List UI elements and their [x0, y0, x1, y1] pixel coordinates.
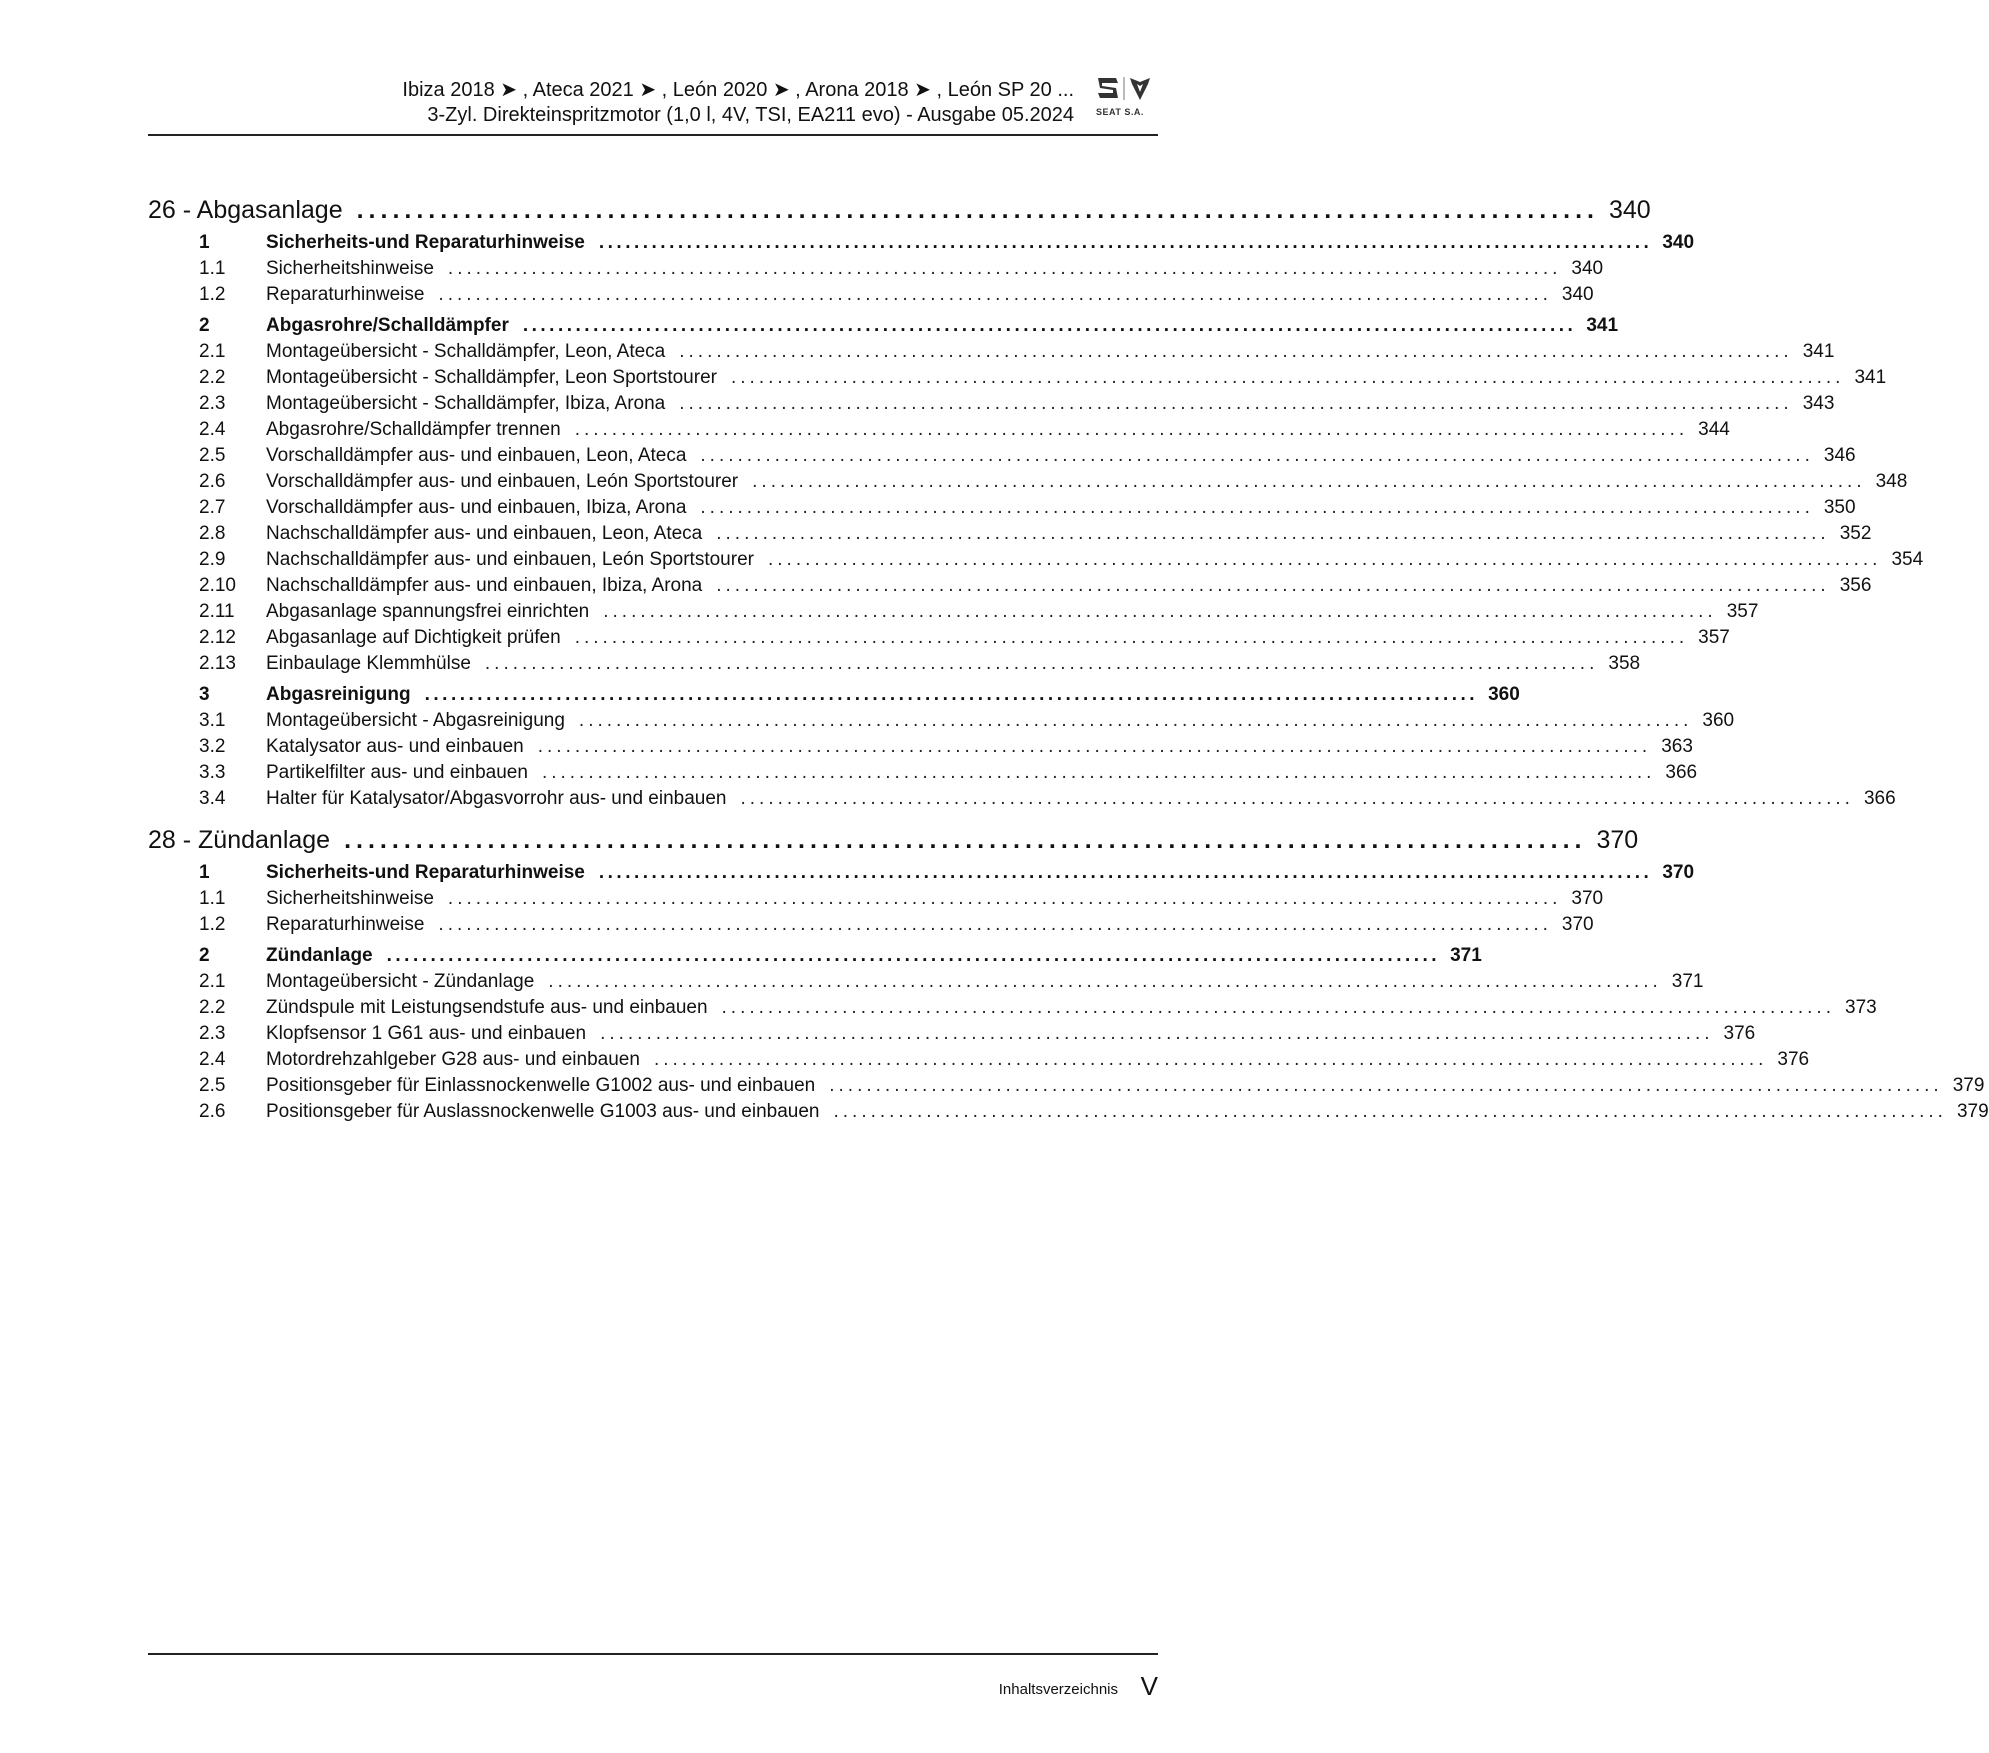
logo-text: SEAT S.A.	[1096, 107, 1144, 117]
toc-number: 2.4	[199, 419, 226, 440]
toc-number: 2.3	[199, 1023, 226, 1044]
toc-number: 2.1	[199, 341, 226, 362]
toc-number: 2.2	[199, 997, 226, 1018]
toc-title: Positionsgeber für Auslassnockenwelle G1003 aus- und einbauen	[266, 1101, 820, 1122]
toc-number: 2.1	[199, 971, 226, 992]
toc-subsection[interactable]	[199, 625, 1730, 651]
toc-title: Zündspule mit Leistungsendstufe aus- und einbauen	[266, 997, 708, 1018]
toc-number: 2	[199, 315, 210, 336]
toc-subsection[interactable]	[199, 365, 1887, 391]
toc-title: Katalysator aus- und einbauen	[266, 736, 524, 757]
dot-leader: ........................................................................................................................	[716, 523, 1830, 544]
toc-title: Nachschalldämpfer aus- und einbauen, Leon, Ateca	[266, 523, 703, 544]
toc-title: Reparaturhinweise	[266, 914, 425, 935]
toc-number: 2.9	[199, 549, 226, 570]
toc-page: 344	[1698, 419, 1730, 440]
toc-subsection[interactable]	[199, 495, 1856, 521]
toc-page: 376	[1723, 1023, 1756, 1044]
toc-page: 352	[1839, 523, 1872, 544]
dot-leader: ........................................................................................................................	[679, 393, 1793, 414]
dot-leader: ........................................................................................................................	[447, 888, 1562, 909]
toc-title: Motordrehzahlgeber G28 aus- und einbauen	[266, 1049, 640, 1070]
toc-page: 346	[1823, 445, 1856, 466]
toc-title: Nachschalldämpfer aus- und einbauen, Ibiza, Arona	[266, 575, 703, 596]
toc-subsection[interactable]	[199, 417, 1730, 443]
toc-page: 350	[1823, 497, 1856, 518]
dot-leader: ........................................................................................................	[356, 196, 1599, 224]
toc-number: 2.6	[199, 471, 226, 492]
toc-title: Sicherheits-und Reparaturhinweise	[266, 862, 585, 883]
dot-leader: ........................................................................................................................	[600, 1023, 1714, 1044]
toc-number: 2.5	[199, 445, 226, 466]
toc-number: 1.1	[199, 888, 226, 909]
page-footer	[148, 1653, 1158, 1701]
dot-leader: ........................................................................................................................	[740, 788, 1854, 809]
toc-page: 371	[1450, 945, 1482, 966]
toc-page: 358	[1608, 653, 1641, 674]
header-models: Ibiza 2018 ➤ , Ateca 2021 ➤ , León 2020 ➤ , Arona 2018 ➤ , León SP 20 ...	[402, 79, 1074, 101]
toc-number: 3.2	[199, 736, 226, 757]
toc-subsection[interactable]	[199, 547, 1924, 573]
dot-leader: ........................................................................................................................	[574, 419, 1689, 440]
toc-page: 340	[1608, 196, 1651, 224]
toc-number: 3	[199, 684, 210, 705]
toc-page: 363	[1661, 736, 1693, 757]
toc-title: 28 - Zündanlage	[148, 826, 331, 854]
toc-title: 26 - Abgasanlage	[148, 196, 343, 224]
dot-leader: ........................................................................................................................	[679, 341, 1793, 362]
toc-number: 2.11	[199, 601, 235, 622]
dot-leader: ........................................................................................................................	[603, 601, 1717, 622]
toc-subsection[interactable]	[199, 651, 1641, 677]
dot-leader: ........................................................................................................................	[578, 710, 1693, 731]
toc-page: 357	[1726, 601, 1759, 622]
toc-title: Halter für Katalysator/Abgasvorrohr aus- und einbauen	[266, 788, 727, 809]
toc-page: 373	[1845, 997, 1877, 1018]
toc-page: 376	[1777, 1049, 1810, 1070]
dot-leader: ........................................................................................................................	[522, 315, 1577, 336]
dot-leader: ........................................................................................................................	[447, 258, 1562, 279]
toc-subsection[interactable]	[199, 1021, 1756, 1047]
toc-number: 3.4	[199, 788, 226, 809]
dot-leader: ........................................................................................................................	[721, 997, 1835, 1018]
toc-number: 2.6	[199, 1101, 226, 1122]
toc-page: 340	[1561, 284, 1594, 305]
dot-leader: ........................................................................................................................	[752, 471, 1866, 492]
toc-number: 3.1	[199, 710, 226, 731]
toc-subsection[interactable]	[199, 256, 1604, 282]
dot-leader: ........................................................................................................................	[424, 684, 1479, 705]
toc-page: 379	[1952, 1075, 1985, 1096]
toc-number: 2.7	[199, 497, 226, 518]
dot-leader: ........................................................................................................................	[833, 1101, 1947, 1122]
toc-subsection[interactable]	[199, 912, 1594, 938]
toc-page: 341	[1586, 315, 1619, 336]
dot-leader: ........................................................................................................................	[548, 971, 1662, 992]
toc-subsection[interactable]	[199, 1099, 1989, 1125]
seat-cupra-logo-icon	[1088, 74, 1158, 106]
toc-subsection[interactable]	[199, 760, 1698, 786]
toc-page: 340	[1571, 258, 1604, 279]
toc-number: 2.5	[199, 1075, 226, 1096]
toc-section[interactable]	[199, 860, 1695, 886]
toc-number: 2.13	[199, 653, 236, 674]
toc-title: Nachschalldämpfer aus- und einbauen, León Sportstourer	[266, 549, 754, 570]
toc-page: 379	[1956, 1101, 1989, 1122]
toc-title: Montageübersicht - Schalldämpfer, Ibiza, Arona	[266, 393, 666, 414]
toc-subsection[interactable]	[199, 391, 1835, 417]
toc-title: Abgasrohre/Schalldämpfer trennen	[266, 419, 561, 440]
dot-leader: ........................................................................................................................	[700, 497, 1814, 518]
toc-number: 2.2	[199, 367, 226, 388]
toc-page: 360	[1488, 684, 1520, 705]
toc-title: Zündanlage	[266, 945, 373, 966]
dot-leader: ........................................................................................................................	[541, 762, 1656, 783]
dot-leader: ........................................................................................................................	[386, 945, 1441, 966]
toc-page: 366	[1863, 788, 1896, 809]
toc-number: 2.10	[199, 575, 236, 596]
dot-leader: ........................................................................................................................	[829, 1075, 1943, 1096]
toc-number: 1.2	[199, 914, 226, 935]
toc-subsection[interactable]	[199, 708, 1735, 734]
toc-number: 1	[199, 232, 210, 253]
toc-page: 343	[1802, 393, 1835, 414]
chapter-28-entry[interactable]	[148, 820, 1639, 860]
toc-section[interactable]	[199, 230, 1695, 256]
toc-title: Abgasrohre/Schalldämpfer	[266, 315, 509, 336]
toc-title: Abgasanlage auf Dichtigkeit prüfen	[266, 627, 561, 648]
toc-title: Montageübersicht - Zündanlage	[266, 971, 535, 992]
toc-page: 357	[1698, 627, 1730, 648]
toc-page: 348	[1875, 471, 1908, 492]
toc-page: 370	[1662, 862, 1695, 883]
toc-title: Montageübersicht - Schalldämpfer, Leon, Ateca	[266, 341, 666, 362]
toc-number: 2.12	[199, 627, 236, 648]
chapter-26-entry[interactable]	[148, 190, 1651, 230]
toc-subsection[interactable]	[199, 282, 1594, 308]
toc-page: 370	[1596, 826, 1639, 854]
toc-title: Positionsgeber für Einlassnockenwelle G1002 aus- und einbauen	[266, 1075, 816, 1096]
toc-page: 360	[1702, 710, 1735, 731]
toc-page: 370	[1561, 914, 1594, 935]
dot-leader: ........................................................................................................................	[484, 653, 1599, 674]
toc-title: Sicherheitshinweise	[266, 888, 434, 909]
toc-title: Vorschalldämpfer aus- und einbauen, Leon, Ateca	[266, 445, 687, 466]
dot-leader: ........................................................................................................................	[598, 862, 1653, 883]
toc-title: Sicherheitshinweise	[266, 258, 434, 279]
dot-leader: ........................................................................................................................	[767, 549, 1882, 570]
toc-subsection[interactable]	[199, 443, 1856, 469]
toc-page: 356	[1839, 575, 1872, 596]
dot-leader: ........................................................................................................................	[598, 232, 1653, 253]
dot-leader: ........................................................................................................................	[653, 1049, 1768, 1070]
toc-title: Partikelfilter aus- und einbauen	[266, 762, 528, 783]
toc-subsection[interactable]	[199, 969, 1704, 995]
toc-number: 1.2	[199, 284, 226, 305]
toc-subsection[interactable]	[199, 1047, 1810, 1073]
footer-page-number: V	[1140, 1671, 1158, 1701]
toc-title: Vorschalldämpfer aus- und einbauen, León Sportstourer	[266, 471, 739, 492]
toc-title: Vorschalldämpfer aus- und einbauen, Ibiza, Arona	[266, 497, 687, 518]
toc-subsection[interactable]	[199, 469, 1908, 495]
toc-number: 2	[199, 945, 210, 966]
dot-leader: ........................................................................................................................	[716, 575, 1830, 596]
toc-title: Einbaulage Klemmhülse	[266, 653, 471, 674]
toc-section[interactable]	[199, 682, 1520, 708]
toc-page: 370	[1571, 888, 1604, 909]
toc-title: Montageübersicht - Abgasreinigung	[266, 710, 565, 731]
toc-number: 1.1	[199, 258, 226, 279]
toc-number: 1	[199, 862, 210, 883]
toc-subsection[interactable]	[199, 734, 1693, 760]
header-engine: 3-Zyl. Direkteinspritzmotor (1,0 l, 4V, TSI, EA211 evo) - Ausgabe 05.2024	[427, 104, 1074, 126]
seat-cupra-logo	[1088, 74, 1158, 124]
toc-title: Abgasreinigung	[266, 684, 411, 705]
toc-subsection[interactable]	[199, 786, 1896, 812]
toc-subsection[interactable]	[199, 886, 1604, 912]
toc-subsection[interactable]	[199, 599, 1759, 625]
header-text	[402, 78, 1074, 128]
toc-title: Reparaturhinweise	[266, 284, 425, 305]
toc-page: 354	[1891, 549, 1924, 570]
toc-page: 340	[1662, 232, 1695, 253]
dot-leader: ........................................................................................................................	[438, 284, 1552, 305]
toc-number: 2.4	[199, 1049, 226, 1070]
page-header	[148, 78, 1158, 136]
dot-leader: ........................................................................................................................	[730, 367, 1845, 388]
toc-page: 341	[1802, 341, 1835, 362]
toc-title: Montageübersicht - Schalldämpfer, Leon Sportstourer	[266, 367, 717, 388]
toc-subsection[interactable]	[199, 573, 1872, 599]
dot-leader: ........................................................................................................................	[438, 914, 1552, 935]
toc-section[interactable]	[199, 313, 1619, 339]
toc-subsection[interactable]	[199, 1073, 1985, 1099]
dot-leader: ........................................................................................................................	[574, 627, 1689, 648]
toc-subsection[interactable]	[199, 995, 1877, 1021]
toc-title: Abgasanlage spannungsfrei einrichten	[266, 601, 590, 622]
footer-label: Inhaltsverzeichnis	[998, 1681, 1118, 1698]
toc-title: Klopfsensor 1 G61 aus- und einbauen	[266, 1023, 587, 1044]
toc-number: 2.3	[199, 393, 226, 414]
toc-number: 2.8	[199, 523, 226, 544]
toc-subsection[interactable]	[199, 339, 1835, 365]
dot-leader: ........................................................................................................................	[700, 445, 1814, 466]
dot-leader: ........................................................................................................	[344, 826, 1587, 854]
toc-number: 3.3	[199, 762, 226, 783]
toc-section[interactable]	[199, 943, 1482, 969]
toc-title: Sicherheits-und Reparaturhinweise	[266, 232, 585, 253]
toc-page: 371	[1671, 971, 1704, 992]
toc-subsection[interactable]	[199, 521, 1872, 547]
toc-page: 366	[1665, 762, 1698, 783]
table-of-contents	[148, 188, 1989, 1125]
toc-page: 341	[1854, 367, 1887, 388]
dot-leader: ........................................................................................................................	[537, 736, 1652, 757]
